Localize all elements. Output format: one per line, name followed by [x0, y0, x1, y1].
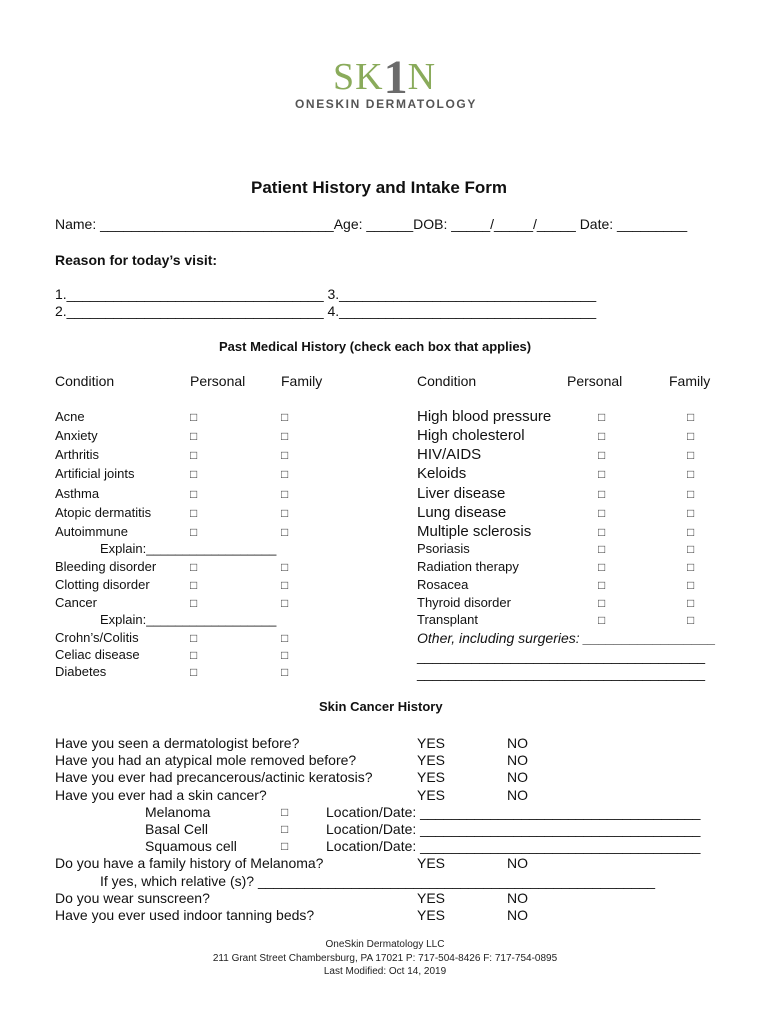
personal-checkbox[interactable]: □ [190, 631, 198, 645]
no-option[interactable]: NO [507, 855, 528, 871]
skin-question: Have you ever had a skin cancer? [55, 787, 267, 803]
personal-checkbox[interactable]: □ [190, 410, 198, 424]
skin-question: Do you wear sunscreen? [55, 890, 210, 906]
yes-option[interactable]: YES [417, 855, 446, 871]
page-title: Patient History and Intake Form [251, 178, 507, 197]
skin-cancer-type-checkbox[interactable]: □ [281, 839, 289, 853]
skin-question: Have you seen a dermatologist before? [55, 735, 300, 751]
personal-checkbox[interactable]: □ [190, 487, 198, 501]
no-option[interactable]: NO [507, 752, 528, 768]
personal-checkbox[interactable]: □ [190, 467, 198, 481]
condition-label: Explain:__________________ [100, 612, 277, 627]
personal-checkbox[interactable]: □ [598, 467, 606, 481]
condition-label: Clotting disorder [55, 577, 150, 592]
location-date-line[interactable]: Location/Date: ____________________________________ [326, 821, 701, 837]
condition-label: Arthritis [55, 447, 100, 462]
condition-label: Bleeding disorder [55, 559, 157, 574]
personal-checkbox[interactable]: □ [598, 596, 606, 610]
condition-label: Multiple sclerosis [417, 523, 532, 540]
condition-label: Keloids [417, 465, 467, 482]
skin-cancer-type-label: Squamous cell [145, 838, 237, 854]
logo-subtitle: ONESKIN DERMATOLOGY [295, 97, 477, 111]
condition-label: Anxiety [55, 428, 98, 443]
logo-text-left: SK [333, 56, 384, 98]
family-checkbox[interactable]: □ [687, 448, 695, 462]
condition-label: HIV/AIDS [417, 446, 482, 463]
right-condition-header: Condition [417, 373, 477, 389]
condition-label: Autoimmune [55, 524, 128, 539]
skin-cancer-type-label: Basal Cell [145, 821, 209, 837]
yes-option[interactable]: YES [417, 735, 446, 751]
condition-label: Acne [55, 409, 85, 424]
personal-checkbox[interactable]: □ [190, 506, 198, 520]
family-checkbox[interactable]: □ [687, 613, 695, 627]
condition-label: Radiation therapy [417, 559, 519, 574]
condition-label: Atopic dermatitis [55, 505, 152, 520]
pmh-heading: Past Medical History (check each box that applies) [219, 339, 532, 354]
personal-checkbox[interactable]: □ [190, 560, 198, 574]
condition-label: Asthma [55, 486, 100, 501]
condition-label: Rosacea [417, 577, 469, 592]
personal-checkbox[interactable]: □ [598, 578, 606, 592]
skin-question: Have you ever had precancerous/actinic keratosis? [55, 769, 373, 785]
reason-heading: Reason for today’s visit: [55, 252, 218, 268]
location-date-line[interactable]: Location/Date: ____________________________________ [326, 838, 701, 854]
skin-cancer-type-checkbox[interactable]: □ [281, 805, 289, 819]
skin-cancer-type-checkbox[interactable]: □ [281, 822, 289, 836]
family-checkbox[interactable]: □ [687, 525, 695, 539]
skin-question: Have you ever used indoor tanning beds? [55, 907, 315, 923]
personal-checkbox[interactable]: □ [190, 648, 198, 662]
no-option[interactable]: NO [507, 735, 528, 751]
family-checkbox[interactable]: □ [281, 596, 289, 610]
right-personal-header: Personal [567, 373, 623, 389]
family-checkbox[interactable]: □ [281, 467, 289, 481]
left-personal-header: Personal [190, 373, 246, 389]
yes-option[interactable]: YES [417, 769, 446, 785]
logo [333, 46, 437, 104]
condition-label: Liver disease [417, 485, 506, 502]
condition-label: Thyroid disorder [417, 595, 511, 610]
logo-text-right: N [407, 56, 437, 98]
family-checkbox[interactable]: □ [687, 506, 695, 520]
other-blank-line-1[interactable]: _____________________________________ [417, 648, 706, 664]
no-option[interactable]: NO [507, 787, 528, 803]
family-checkbox[interactable]: □ [687, 487, 695, 501]
personal-checkbox[interactable]: □ [598, 410, 606, 424]
personal-checkbox[interactable]: □ [190, 665, 198, 679]
no-option[interactable]: NO [507, 890, 528, 906]
family-checkbox[interactable]: □ [281, 448, 289, 462]
family-checkbox[interactable]: □ [281, 429, 289, 443]
family-checkbox[interactable]: □ [687, 560, 695, 574]
condition-label: Lung disease [417, 504, 507, 521]
condition-label: Crohn’s/Colitis [55, 630, 139, 645]
skin-cancer-heading: Skin Cancer History [319, 699, 443, 714]
personal-checkbox[interactable]: □ [190, 596, 198, 610]
skin-question: Have you had an atypical mole removed before? [55, 752, 357, 768]
skin-cancer-type-label: Melanoma [145, 804, 211, 820]
personal-checkbox[interactable]: □ [598, 560, 606, 574]
personal-checkbox[interactable]: □ [190, 429, 198, 443]
personal-checkbox[interactable]: □ [190, 578, 198, 592]
left-condition-header: Condition [55, 373, 115, 389]
family-checkbox[interactable]: □ [281, 648, 289, 662]
condition-label: Celiac disease [55, 647, 140, 662]
family-checkbox[interactable]: □ [687, 429, 695, 443]
family-checkbox[interactable]: □ [281, 506, 289, 520]
family-checkbox[interactable]: □ [281, 631, 289, 645]
condition-label: High blood pressure [417, 408, 552, 425]
family-checkbox[interactable]: □ [281, 578, 289, 592]
family-checkbox[interactable]: □ [687, 596, 695, 610]
yes-option[interactable]: YES [417, 752, 446, 768]
condition-label: Diabetes [55, 664, 107, 679]
footer-modified: Last Modified: Oct 14, 2019 [323, 966, 447, 977]
other-surgeries-line[interactable]: Other, including surgeries: _________________ [417, 630, 716, 646]
reason-line-2[interactable]: 2._________________________________ 4._________________________________ [55, 303, 597, 319]
condition-label: Psoriasis [417, 541, 470, 556]
condition-label: Cancer [55, 595, 97, 610]
personal-checkbox[interactable]: □ [598, 613, 606, 627]
patient-info-line[interactable]: Name: ______________________________Age: ______DOB: _____/_____/_____ Date: _________ [55, 216, 688, 232]
family-checkbox[interactable]: □ [687, 578, 695, 592]
personal-checkbox[interactable]: □ [598, 448, 606, 462]
family-checkbox[interactable]: □ [687, 410, 695, 424]
personal-checkbox[interactable]: □ [598, 429, 606, 443]
logo-numeral: 1 [383, 51, 408, 104]
condition-label: High cholesterol [417, 427, 525, 444]
yes-option[interactable]: YES [417, 787, 446, 803]
family-checkbox[interactable]: □ [281, 410, 289, 424]
no-option[interactable]: NO [507, 907, 528, 923]
personal-checkbox[interactable]: □ [598, 525, 606, 539]
right-family-header: Family [669, 373, 711, 389]
family-checkbox[interactable]: □ [281, 487, 289, 501]
condition-label: Explain:__________________ [100, 541, 277, 556]
relative-line[interactable]: If yes, which relative (s)? ___________________________________________________ [100, 873, 656, 889]
family-checkbox[interactable]: □ [687, 542, 695, 556]
personal-checkbox[interactable]: □ [598, 506, 606, 520]
condition-label: Artificial joints [55, 466, 135, 481]
family-checkbox[interactable]: □ [687, 467, 695, 481]
footer-company: OneSkin Dermatology LLC [325, 939, 445, 950]
yes-option[interactable]: YES [417, 890, 446, 906]
personal-checkbox[interactable]: □ [598, 542, 606, 556]
skin-question: Do you have a family history of Melanoma? [55, 855, 324, 871]
left-family-header: Family [281, 373, 323, 389]
yes-option[interactable]: YES [417, 907, 446, 923]
personal-checkbox[interactable]: □ [190, 525, 198, 539]
location-date-line[interactable]: Location/Date: ____________________________________ [326, 804, 701, 820]
other-blank-line-2[interactable]: _____________________________________ [417, 665, 706, 681]
family-checkbox[interactable]: □ [281, 560, 289, 574]
footer-address: 211 Grant Street Chambersburg, PA 17021 P: 717-504-8426 F: 717-754-0895 [212, 953, 558, 964]
reason-line-1[interactable]: 1._________________________________ 3._________________________________ [55, 286, 597, 302]
personal-checkbox[interactable]: □ [598, 487, 606, 501]
no-option[interactable]: NO [507, 769, 528, 785]
family-checkbox[interactable]: □ [281, 525, 289, 539]
family-checkbox[interactable]: □ [281, 665, 289, 679]
condition-label: Transplant [417, 612, 478, 627]
personal-checkbox[interactable]: □ [190, 448, 198, 462]
